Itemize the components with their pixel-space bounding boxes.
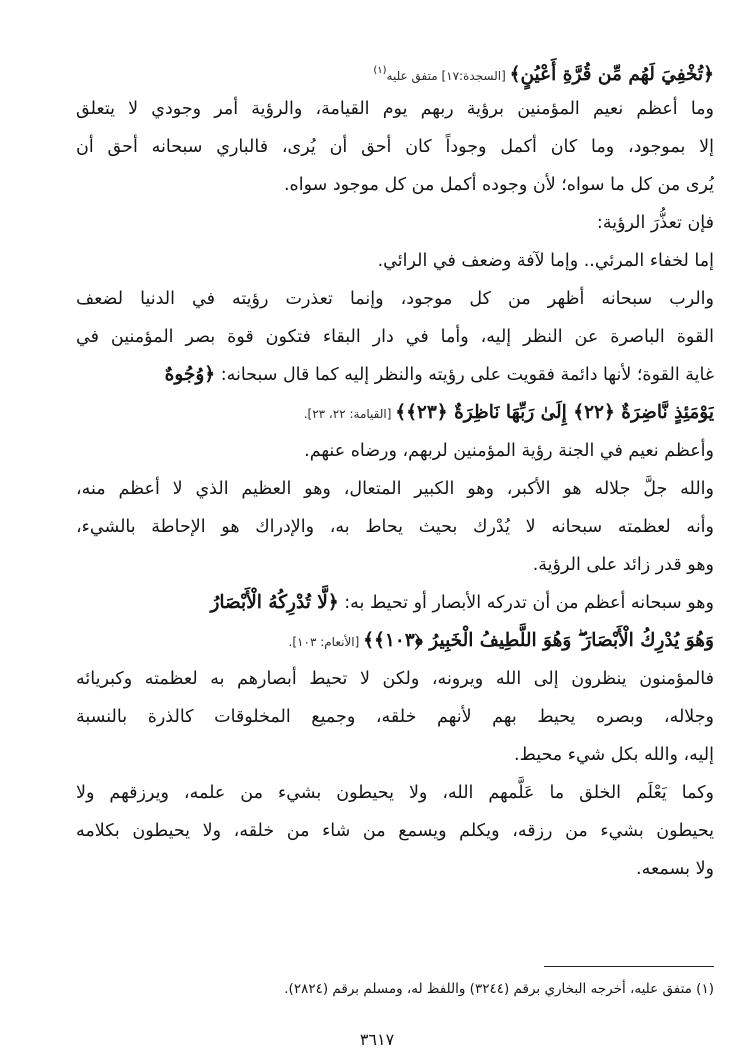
- body-text: [76, 52, 714, 888]
- page-number: ٣٦١٧: [359, 1030, 395, 1049]
- text-line-19: إليه، والله بكل شيء محيط.: [514, 745, 714, 765]
- verse-reference: [السجدة:١٧]: [437, 68, 510, 83]
- line-text: غاية القوة؛ لأنها دائمة فقويت على رؤيته والنظر إليه كما قال سبحانه:: [215, 365, 714, 385]
- text-line-16: [76, 622, 714, 660]
- quran-verse: ﴿وُجُوهٌ: [164, 364, 216, 385]
- text-line-6: إما لخفاء المرئي.. وإما لآفة وضعف في الرائي.: [377, 251, 714, 271]
- quran-verse: ﴿لَّا تُدْرِكُهُ الْأَبْصَارُ: [210, 592, 339, 613]
- text-line-11: وأعظم نعيم في الجنة رؤية المؤمنين لربهم، ورضاه عنهم.: [304, 441, 714, 461]
- quran-verse: يَوْمَئِذٍ نَّاضِرَةٌ ﴿٢٢﴾ إِلَىٰ رَبِّهَا نَاظِرَةٌ ﴿٢٣﴾﴾: [395, 402, 714, 423]
- text-line-3: إلا بموجود، وما كان أكمل وجوداً كان أحق أن يُرى، فالباري سبحانه أحق أن: [76, 137, 714, 157]
- text-line-1: [76, 52, 714, 90]
- text-line-15: [76, 584, 714, 622]
- footnote-marker: (١): [373, 65, 387, 76]
- footnote: (١) متفق عليه، أخرجه البخاري برقم (٣٢٤٤) واللفظ له، ومسلم برقم (٢٨٢٤).: [284, 981, 714, 997]
- text-line-22: ولا بسمعه.: [636, 859, 714, 879]
- verse-reference: [القيامة: ٢٢، ٢٣].: [303, 407, 396, 421]
- footnote-divider: [544, 966, 714, 967]
- text-line-21: يحيطون بشيء من رزقه، ويكلم ويسمع من شاء من خلقه، ولا يحيطون بكلامه: [76, 821, 714, 841]
- text-line-4: يُرى من كل ما سواه؛ لأن وجوده أكمل من كل موجود سواه.: [283, 175, 714, 195]
- quran-verse: ﴿تُخْفِيَ لَهُم مِّن قُرَّةِ أَعْيُنٍ﴾: [509, 63, 714, 85]
- text-line-14: وهو قدر زائد على الرؤية.: [532, 555, 714, 575]
- text-line-20: وكما يَعْلَم الخلق ما عَلَّمهم الله، ولا يحيطون بشيء من علمه، ويرزقهم ولا: [76, 783, 714, 803]
- text-line-12: والله جلَّ جلاله هو الأكبر، وهو الكبير المتعال، وهو العظيم الذي لا أعظم منه،: [76, 479, 714, 499]
- text-line-13: وأنه لعظمته سبحانه لا يُدْرك بحيث يحاط به، والإدراك هو الإحاطة بالشيء،: [76, 517, 714, 537]
- text-line-9: [76, 356, 714, 394]
- verse-reference: [الأنعام: ١٠٣].: [288, 635, 364, 649]
- text-line-2: وما أعظم نعيم المؤمنين برؤية ربهم يوم القيامة، والرؤية أمر وجودي لا يتعلق: [76, 99, 714, 119]
- text-line-17: فالمؤمنون ينظرون إلى الله ويرونه، ولكن لا تحيط أبصارهم به لعظمته وكبريائه: [76, 669, 714, 689]
- quran-verse: وَهُوَ يُدْرِكُ الْأَبْصَارَ ۖ وَهُوَ اللَّطِيفُ الْخَبِيرُ ﴿١٠٣﴾﴾: [363, 630, 714, 651]
- text-line-7: والرب سبحانه أظهر من كل موجود، وإنما تعذرت رؤيته في الدنيا لضعف: [76, 289, 714, 309]
- hadith-grade: متفق عليه: [386, 68, 438, 83]
- line-text: وهو سبحانه أعظم من أن تدركه الأبصار أو تحيط به:: [338, 593, 714, 613]
- text-line-8: القوة الباصرة عن النظر إليه، وأما في دار البقاء فتكون قوة بصر المؤمنين في: [76, 327, 714, 347]
- text-line-18: وجلاله، وبصره يحيط بهم لأنهم خلقه، وجميع المخلوقات كالذرة بالنسبة: [76, 707, 714, 727]
- text-line-10: [76, 394, 714, 432]
- text-line-5: فإن تعذُّرَ الرؤية:: [596, 213, 714, 233]
